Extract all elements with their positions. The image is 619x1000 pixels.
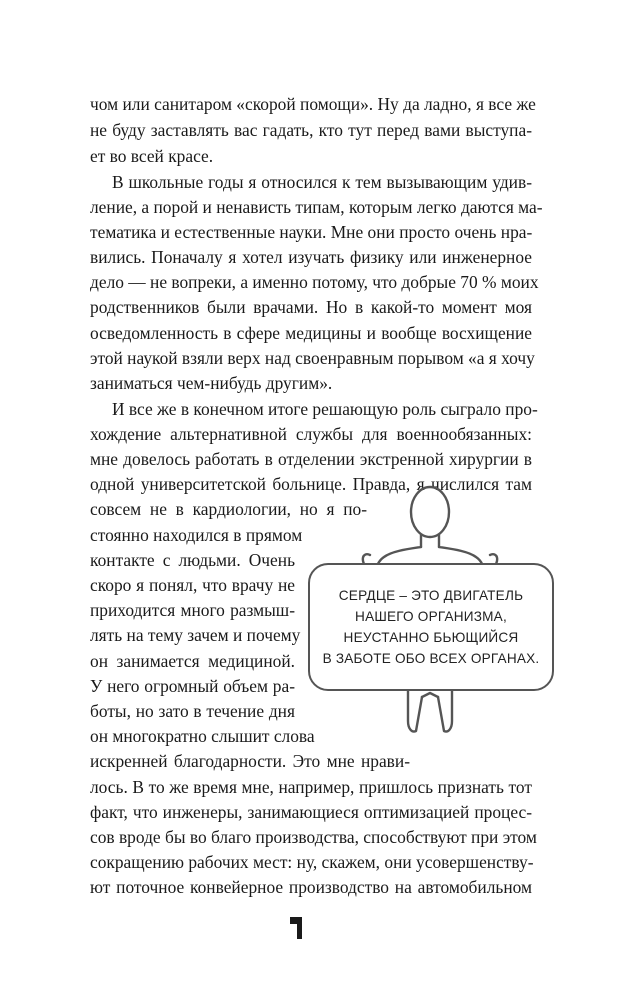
text-line: этой наукой взяли верх над своенравным порывом «а я хочу <box>90 348 535 368</box>
text-line: мне довелось работать в отделении экстренной хирургии в <box>90 449 532 469</box>
text-line: вились. Поначалу я хотел изучать физику или инженерное <box>90 247 532 267</box>
text-line: В школьные годы я относился к тем вызывающим удив- <box>112 172 532 192</box>
text-line: тематика и естественные науки. Мне они просто очень нра- <box>90 222 533 242</box>
text-line: ют поточное конвейерное производство на автомобильном <box>90 877 532 897</box>
text-line: совсем не в кардиологии, но я по- <box>90 499 367 519</box>
callout-line: НАШЕГО ОРГАНИЗМА, <box>355 609 507 624</box>
page-number-icon <box>288 915 308 941</box>
callout-sign <box>308 563 554 691</box>
text-line: контакте с людьми. Очень <box>90 550 295 570</box>
text-line: он занимается медициной. <box>90 651 295 671</box>
text-line: сов вроде бы во благо производства, способствуют при этом <box>90 827 537 847</box>
callout-line: НЕУСТАННО БЬЮЩИЙСЯ <box>343 630 519 645</box>
text-line: ление, а порой и ненависть типам, которым легко даются ма- <box>90 197 543 217</box>
text-line: боты, но зато в течение дня <box>90 701 295 721</box>
text-line: заниматься чем-нибудь другим». <box>90 373 333 393</box>
text-line: скоро я понял, что врачу не <box>90 575 295 595</box>
text-line: чом или санитаром «скорой помощи». Ну да ладно, я все же <box>90 94 536 114</box>
text-line: стоянно находился в прямом <box>90 525 303 545</box>
text-line: И все же в конечном итоге решающую роль сыграло про- <box>112 399 538 419</box>
text-line: не буду заставлять вас гадать, кто тут перед вами выступа- <box>90 120 532 140</box>
text-line: сокращению рабочих мест: ну, скажем, они усовершенству- <box>90 852 534 872</box>
text-line: осведомленность в сфере медицины и вообще восхищение <box>90 323 532 343</box>
callout-line: В ЗАБОТЕ ОБО ВСЕХ ОРГАНАХ. <box>322 651 540 666</box>
text-line: он многократно слышит слова <box>90 726 315 746</box>
text-line: хождение альтернативной службы для военнообязанных: <box>90 424 532 444</box>
text-line: одной университетской больнице. Правда, я числился там <box>90 474 532 494</box>
text-line: факт, что инженеры, занимающиеся оптимизацией процес- <box>90 802 532 822</box>
text-line: лять на тему зачем и почему <box>90 625 301 645</box>
text-line: лось. В то же время мне, например, пришлось признать тот <box>90 777 532 797</box>
text-line: У него огромный объем ра- <box>90 676 295 696</box>
text-line: ет во всей красе. <box>90 146 214 166</box>
text-line: искренней благодарности. Это мне нрави- <box>90 751 410 771</box>
text-line: родственников были врачами. Но в какой-то момент моя <box>90 297 532 317</box>
text-line: приходится много размыш- <box>90 600 295 620</box>
text-line: дело — не вопреки, а именно потому, что добрые 70 % моих <box>90 272 539 292</box>
callout-line: СЕРДЦЕ – ЭТО ДВИГАТЕЛЬ <box>338 588 524 603</box>
